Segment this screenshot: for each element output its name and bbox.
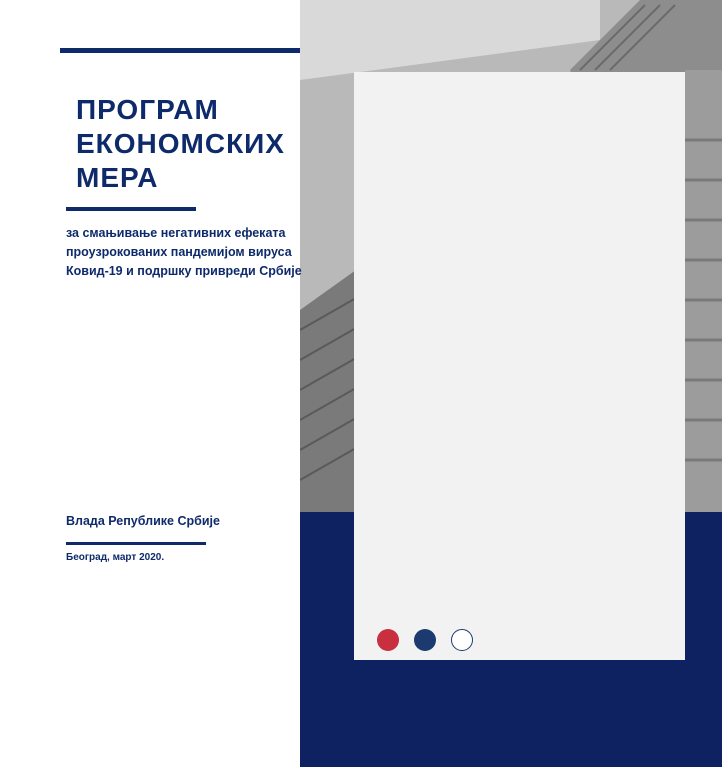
- white-dot: [451, 629, 473, 651]
- author-name: Влада Републике Србије: [66, 514, 220, 528]
- title-line: ПРОГРАМ: [76, 94, 219, 125]
- blue-dot: [414, 629, 436, 651]
- title-line: МЕРА: [76, 162, 159, 193]
- title-line: ЕКОНОМСКИХ: [76, 128, 285, 159]
- document-subtitle: [66, 224, 366, 281]
- place-date: Београд, март 2020.: [66, 552, 165, 563]
- document-title: [76, 93, 356, 195]
- red-dot: [377, 629, 399, 651]
- content-panel: [354, 72, 685, 660]
- subtitle-rule: [66, 207, 196, 211]
- subtitle-line: за смањивање негативних ефеката: [66, 226, 286, 240]
- subtitle-line: проузрокованих пандемијом вируса: [66, 245, 292, 259]
- subtitle-line: Ковид-19 и подршку привреди Србије: [66, 264, 302, 278]
- author-rule: [66, 542, 206, 545]
- title-top-rule: [60, 48, 300, 53]
